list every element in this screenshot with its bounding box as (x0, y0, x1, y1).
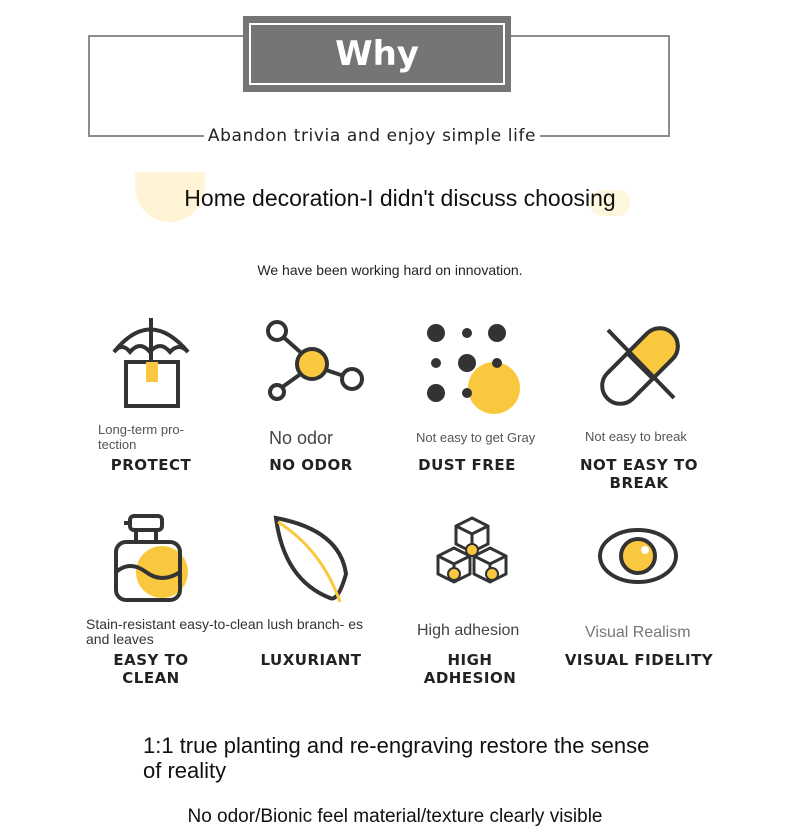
feature-caption: NO ODOR (269, 456, 353, 474)
dots-icon (422, 318, 522, 418)
footer-statement: 1:1 true planting and re-engraving restore the sense of reality (143, 733, 650, 783)
headline: Home decoration-I didn't discuss choosing (184, 185, 616, 211)
feature-desc: Stain-resistant easy-to-clean lush branch- es and leaves (86, 616, 364, 647)
feature-caption: EASY TO CLEAN (113, 651, 189, 687)
banner-frame-rule-right (540, 135, 668, 137)
cleaner-bottle-icon (100, 510, 200, 610)
feature-desc: Visual Realism (585, 624, 691, 641)
feature-caption: NOT EASY TO BREAK (580, 456, 698, 492)
feature-desc: No odor (269, 428, 334, 448)
leaf-icon (262, 510, 362, 610)
tagline: Abandon trivia and enjoy simple life (207, 126, 537, 146)
subheadline: We have been working hard on innovation. (257, 262, 523, 278)
feature-desc: Not easy to break (585, 429, 687, 444)
broken-capsule-icon (590, 316, 690, 416)
feature-caption: PROTECT (110, 456, 192, 474)
feature-caption: VISUAL FIDELITY (564, 651, 714, 669)
molecule-icon (264, 318, 364, 418)
umbrella-box-icon (102, 312, 202, 412)
eye-icon (592, 510, 692, 610)
feature-caption: DUST FREE (418, 456, 516, 474)
feature-desc: High adhesion (417, 622, 520, 639)
feature-desc: Long-term pro- tection (98, 422, 184, 452)
banner-frame-rule-left (88, 135, 204, 137)
feature-desc: Not easy to get Gray (416, 430, 536, 445)
cubes-icon (424, 514, 524, 614)
feature-caption: HIGH ADHESION (423, 651, 517, 687)
feature-caption: LUXURIANT (260, 651, 362, 669)
footer-features: No odor/Bionic feel material/texture clearly visible (187, 806, 603, 827)
why-title: Why (249, 23, 505, 85)
why-banner (243, 16, 511, 92)
